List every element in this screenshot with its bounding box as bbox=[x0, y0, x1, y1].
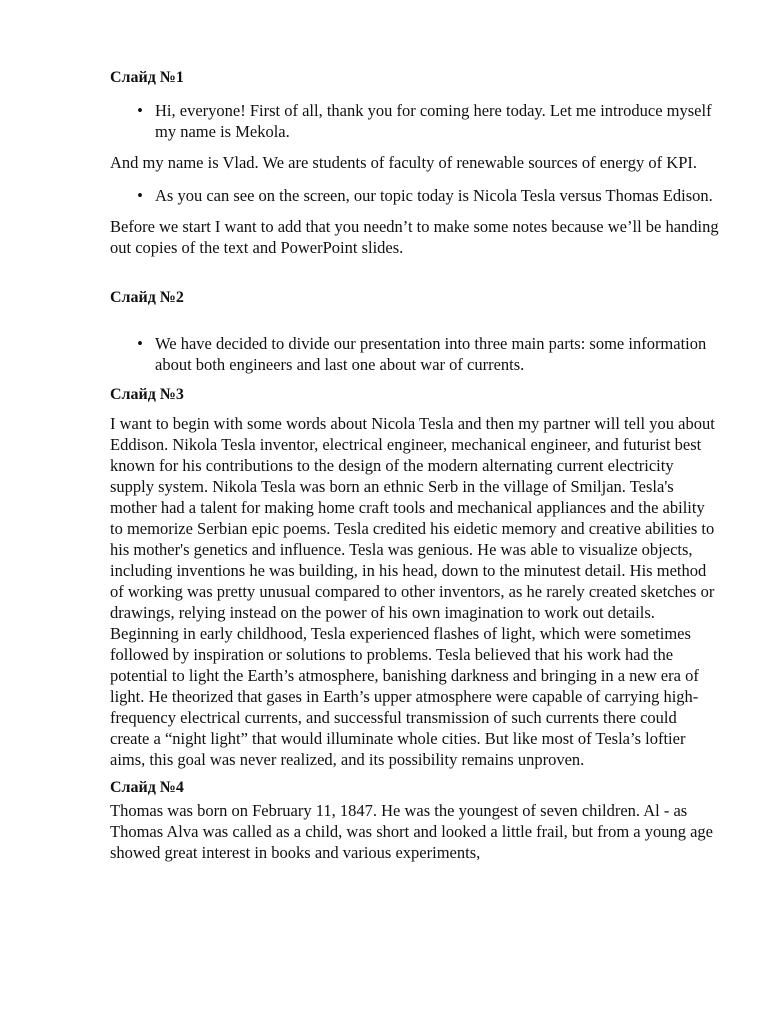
document-page bbox=[110, 68, 720, 863]
slide-4-paragraph: Thomas was born on February 11, 1847. He was the youngest of seven children. Al - as Thomas Alva was called as a child, was short and looked a little frail, but from a young age showed great interest in books and various experiments, bbox=[110, 801, 713, 862]
slide-2-heading: Слайд №2 bbox=[110, 289, 184, 306]
slide-4-heading: Слайд №4 bbox=[110, 779, 184, 796]
slide-1-bullet-list-2 bbox=[110, 185, 720, 206]
slide-1-bullet-2-text: As you can see on the screen, our topic today is Nicola Tesla versus Thomas Edison. bbox=[155, 186, 713, 205]
slide-2-bullet-1-text: We have decided to divide our presentation into three main parts: some information about both engineers and last one about war of currents. bbox=[155, 334, 707, 374]
slide-1-heading: Слайд №1 bbox=[110, 69, 184, 86]
slide-1-bullet-1 bbox=[110, 100, 720, 142]
bullet-dot-icon: • bbox=[137, 334, 143, 353]
bullet-dot-icon: • bbox=[137, 101, 143, 120]
slide-1-bullet-1-text: Hi, everyone! First of all, thank you for coming here today. Let me introduce myself my name is Mekola. bbox=[155, 101, 712, 141]
slide-1-bullet-list-1 bbox=[110, 100, 720, 142]
slide-3-paragraph: I want to begin with some words about Nicola Tesla and then my partner will tell you about Eddison. Nikola Tesla inventor, electrical engineer, mechanical engineer, and futurist best known for his contributions to the design of the modern alternating current electricity supply system. Nikola Tesla was born an ethnic Serb in the village of Smiljan. Tesla's mother had a talent for making home craft tools and mechanical appliances and the ability to memorize Serbian epic poems. Tesla credited his eidetic memory and creative abilities to his mother's genetics and influence. Tesla was genious. He was able to visualize objects, including inventions he was building, in his head, down to the minutest detail. His method of working was pretty unusual compared to other inventors, as he rarely created sketches or drawings, relying instead on the power of his own imagination to work out details. Beginning in early childhood, Tesla experienced flashes of light, which were sometimes followed by inspiration or solutions to problems. Tesla believed that his work had the potential to light the Earth’s atmosphere, banishing darkness and bringing in a new era of light. He theorized that gases in Earth’s upper atmosphere were capable of carrying high-frequency electrical currents, and successful transmission of such currents there could create a “night light” that would illuminate whole cities. But like most of Tesla’s loftier aims, this goal was never realized, and its possibility remains unproven. bbox=[110, 414, 715, 769]
bullet-dot-icon: • bbox=[137, 186, 143, 205]
slide-1-paragraph-1: And my name is Vlad. We are students of faculty of renewable sources of energy of KPI. bbox=[110, 153, 698, 172]
slide-3-heading: Слайд №3 bbox=[110, 386, 184, 403]
slide-2-bullet-1 bbox=[110, 333, 720, 375]
slide-2-bullet-list bbox=[110, 333, 720, 375]
slide-1-paragraph-2: Before we start I want to add that you needn’t to make some notes because we’ll be handing out copies of the text and PowerPoint slides. bbox=[110, 217, 719, 257]
slide-1-bullet-2 bbox=[110, 185, 720, 206]
